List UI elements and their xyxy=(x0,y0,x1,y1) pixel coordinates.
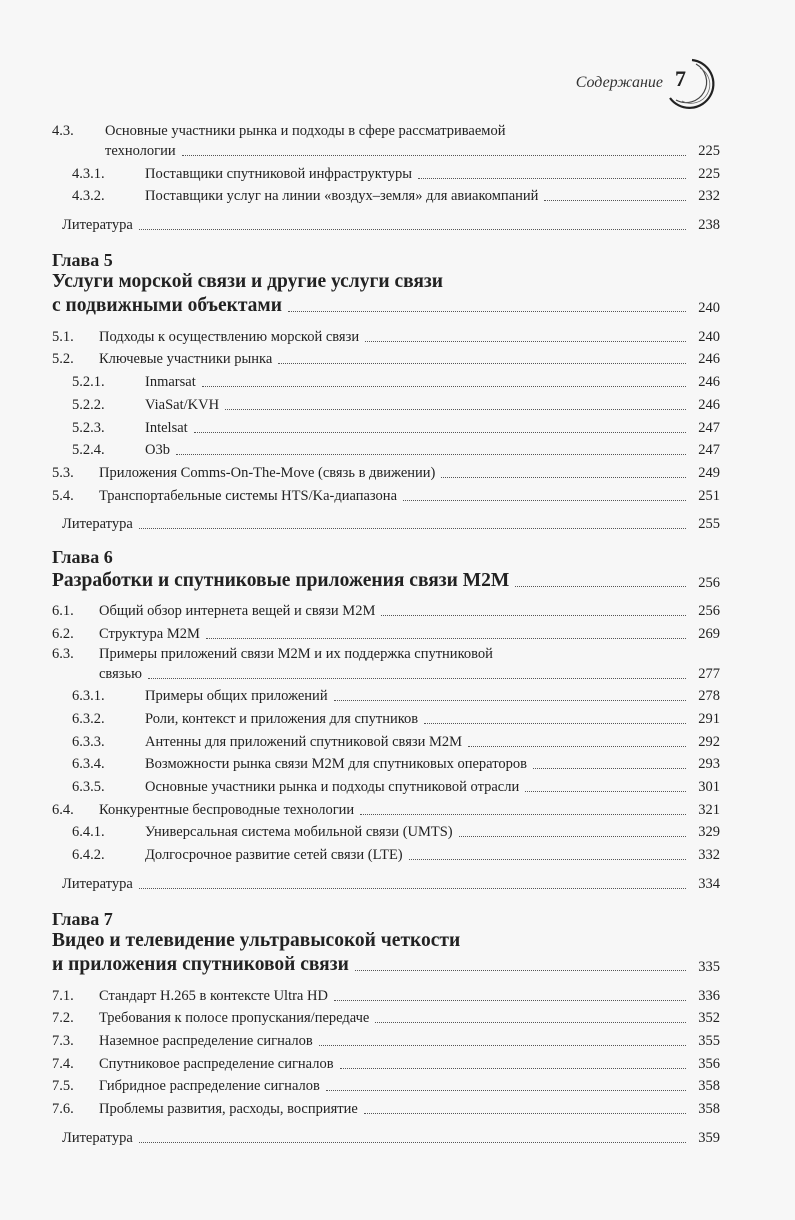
chapter-title: Услуги морской связи и другие услуги связи xyxy=(52,271,443,293)
leader-dots xyxy=(418,178,686,179)
leader-dots xyxy=(409,859,686,860)
leader-dots xyxy=(194,432,686,433)
toc-entry-title: Требования к полосе пропускания/передаче xyxy=(99,1010,370,1027)
toc-entry-literature[interactable] xyxy=(52,511,720,534)
running-header xyxy=(0,58,795,118)
toc-entry[interactable] xyxy=(52,1050,720,1073)
toc-entry[interactable] xyxy=(52,841,720,864)
toc-entry-continuation[interactable] xyxy=(52,663,720,683)
chapter-label: Глава 6 xyxy=(52,547,113,568)
toc-entry-title: Ключевые участники рынка xyxy=(99,351,273,368)
toc-entry-number: 6.3.2. xyxy=(72,711,105,727)
toc-entry-literature[interactable] xyxy=(52,1124,720,1147)
toc-entry-number: 5.1. xyxy=(52,328,74,345)
chapter-5-heading[interactable] xyxy=(52,250,720,317)
toc-entry[interactable] xyxy=(52,183,720,206)
leader-dots xyxy=(139,888,686,889)
toc-entry[interactable] xyxy=(52,437,720,460)
toc-entry-page: 246 xyxy=(698,396,720,413)
toc-entry[interactable] xyxy=(52,705,720,728)
toc-entry-page: 355 xyxy=(698,1032,720,1049)
toc-entry[interactable] xyxy=(52,728,720,751)
toc-entry[interactable] xyxy=(52,620,720,643)
toc-entry-page: 246 xyxy=(698,374,720,391)
toc-entry[interactable] xyxy=(52,796,720,819)
toc-entry-page: 292 xyxy=(698,733,720,750)
toc-entry-page: 247 xyxy=(698,419,720,436)
toc-entry-number: 7.3. xyxy=(52,1032,74,1049)
toc-entry-title: Конкурентные беспроводные технологии xyxy=(99,801,355,818)
toc-entry-title: Роли, контекст и приложения для спутников xyxy=(145,711,419,727)
toc-entry-page: 352 xyxy=(698,1010,720,1027)
toc-entry-number: 6.2. xyxy=(52,625,74,642)
toc-entry-title: Подходы к осуществлению морской связи xyxy=(99,328,360,345)
toc-entry[interactable] xyxy=(52,160,720,183)
leader-dots xyxy=(525,791,686,792)
leader-dots xyxy=(202,386,686,387)
toc-entry-number: 6.4. xyxy=(52,801,74,818)
toc-entry-page: 255 xyxy=(698,516,720,533)
toc-entry-number: 6.1. xyxy=(52,602,74,619)
toc-entry-page: 329 xyxy=(698,824,720,841)
toc-entry-page: 359 xyxy=(698,1129,720,1146)
toc-entry[interactable] xyxy=(52,982,720,1005)
toc-entry-page: 358 xyxy=(698,1100,720,1117)
leader-dots xyxy=(225,409,686,410)
toc-entry-title: Наземное распределение сигналов xyxy=(99,1032,313,1049)
toc-entry-title: Литература xyxy=(62,875,133,892)
toc-entry[interactable] xyxy=(52,1027,720,1050)
toc-entry-page: 251 xyxy=(698,487,720,504)
toc-entry-page: 269 xyxy=(698,625,720,642)
toc-entry-title: Транспортабельные системы HTS/Ka-диапазона xyxy=(99,487,398,504)
toc-entry-number: 7.5. xyxy=(52,1078,74,1095)
leader-dots xyxy=(326,1090,686,1091)
toc-entry[interactable] xyxy=(52,323,720,346)
toc-entry-title: Универсальная система мобильной связи (UMTS) xyxy=(145,824,453,841)
toc-entry-page: 256 xyxy=(698,602,720,619)
toc-entry-number: 5.2. xyxy=(52,351,74,368)
leader-dots xyxy=(441,477,686,478)
toc-entry-number: 7.2. xyxy=(52,1010,74,1027)
toc-entry[interactable] xyxy=(52,1005,720,1028)
toc-entry-title: Литература xyxy=(62,1129,133,1146)
leader-dots xyxy=(424,723,686,724)
toc-entry-page: 238 xyxy=(698,217,720,234)
toc-entry-number: 4.3.1. xyxy=(72,165,105,182)
chapter-6-heading[interactable] xyxy=(52,547,720,592)
running-header-title: Содержание xyxy=(575,74,663,91)
toc-entry-number: 6.4.1. xyxy=(72,824,105,841)
toc-entry-literature[interactable] xyxy=(52,211,720,234)
toc-entry-page: 249 xyxy=(698,464,720,481)
toc-entry-page: 278 xyxy=(698,688,720,705)
toc-entry[interactable] xyxy=(52,683,720,706)
toc-entry-page: 225 xyxy=(698,165,720,182)
toc-entry-number: 7.4. xyxy=(52,1055,74,1072)
toc-entry-title: Литература xyxy=(62,217,133,234)
leader-dots xyxy=(278,363,686,364)
toc-entry-page: 240 xyxy=(698,328,720,345)
leader-dots xyxy=(176,454,686,455)
toc-entry-number: 4.3.2. xyxy=(72,188,105,205)
chapter-title: Видео и телевидение ультравысокой четкости xyxy=(52,929,461,951)
leader-dots xyxy=(139,528,686,529)
toc-entry-number: 6.3. xyxy=(52,645,74,662)
page-number-ornament-icon xyxy=(660,54,720,114)
toc-entry-page: 225 xyxy=(698,143,720,159)
leader-dots xyxy=(206,638,686,639)
toc-entry-number: 6.3.4. xyxy=(72,756,105,773)
toc-entry-number: 6.3.1. xyxy=(72,688,105,705)
toc-entry-title: Общий обзор интернета вещей и связи M2M xyxy=(99,602,376,619)
toc-entry[interactable] xyxy=(52,368,720,391)
toc-entry[interactable] xyxy=(52,1073,720,1096)
toc-entry[interactable] xyxy=(52,391,720,414)
toc-entry[interactable] xyxy=(52,1095,720,1118)
leader-dots xyxy=(381,615,686,616)
toc-entry-title: Поставщики спутниковой инфраструктуры xyxy=(145,165,413,182)
toc-entry-literature[interactable] xyxy=(52,870,720,893)
toc-entry-number: 6.3.5. xyxy=(72,779,105,796)
toc-entry-page: 277 xyxy=(698,665,720,682)
leader-dots xyxy=(334,1000,686,1001)
toc-entry-number: 5.2.1. xyxy=(72,374,105,391)
toc-entry-title: O3b xyxy=(145,442,170,459)
chapter-title: с подвижными объектами xyxy=(52,295,282,317)
toc-entry-title: Примеры общих приложений xyxy=(145,688,328,705)
toc-entry-number: 4.3. xyxy=(52,123,74,139)
toc-entry-title: технологии xyxy=(105,143,176,159)
toc-entry[interactable] xyxy=(52,643,720,663)
toc-entry-page: 293 xyxy=(698,756,720,773)
toc-entry-page: 332 xyxy=(698,847,720,864)
toc-entry[interactable] xyxy=(52,120,720,140)
toc-entry-page: 356 xyxy=(698,1055,720,1072)
leader-dots xyxy=(182,155,686,156)
leader-dots xyxy=(148,678,686,679)
leader-dots xyxy=(544,200,686,201)
toc-entry-number: 7.1. xyxy=(52,987,74,1004)
leader-dots xyxy=(515,586,686,587)
toc-entry-number: 5.2.4. xyxy=(72,442,105,459)
leader-dots xyxy=(468,746,686,747)
toc-entry-number: 6.4.2. xyxy=(72,847,105,864)
toc-entry-title: Литература xyxy=(62,516,133,533)
toc-entry-number: 5.2.3. xyxy=(72,419,105,436)
leader-dots xyxy=(459,836,686,837)
toc-entry[interactable] xyxy=(52,819,720,842)
toc-entry-title: Проблемы развития, расходы, восприятие xyxy=(99,1100,358,1117)
page-number: 7 xyxy=(675,66,686,91)
leader-dots xyxy=(139,1142,686,1143)
toc-entry-title: Гибридное распределение сигналов xyxy=(99,1078,320,1095)
toc-entry-title: Основные участники рынка и подходы в сфере рассматриваемой xyxy=(105,123,506,139)
chapter-page: 240 xyxy=(698,300,720,317)
toc-entry-page: 291 xyxy=(698,711,720,727)
toc-entry-title: Возможности рынка связи M2M для спутниковых операторов xyxy=(145,756,527,773)
toc-entry-title: Inmarsat xyxy=(145,374,196,391)
chapter-page: 256 xyxy=(698,575,720,592)
toc-entry-title: Структура M2M xyxy=(99,625,200,642)
toc-entry[interactable] xyxy=(52,346,720,369)
leader-dots xyxy=(364,1113,686,1114)
toc-entry-page: 247 xyxy=(698,442,720,459)
leader-dots xyxy=(139,229,686,230)
toc-entry-title: Приложения Comms-On-The-Move (связь в движении) xyxy=(99,464,436,481)
toc-entry-title: связью xyxy=(99,665,142,682)
chapter-title: Разработки и спутниковые приложения связи M2M xyxy=(52,570,510,592)
leader-dots xyxy=(288,311,686,312)
toc-entry[interactable] xyxy=(52,459,720,482)
toc-entry-number: 6.3.3. xyxy=(72,733,105,750)
chapter-page: 335 xyxy=(698,958,720,975)
chapter-label: Глава 5 xyxy=(52,250,113,271)
leader-dots xyxy=(365,341,686,342)
toc-entry-page: 334 xyxy=(698,875,720,892)
toc-entry-title: Антенны для приложений спутниковой связи M2M xyxy=(145,733,463,750)
toc-entry-title: ViaSat/KVH xyxy=(145,396,220,413)
toc-entry[interactable] xyxy=(52,482,720,505)
leader-dots xyxy=(360,814,686,815)
toc-entry[interactable] xyxy=(52,414,720,437)
toc-entry-continuation[interactable] xyxy=(52,140,720,160)
chapter-7-heading[interactable] xyxy=(52,909,720,976)
leader-dots xyxy=(403,500,686,501)
toc-entry-title: Примеры приложений связи M2M и их поддержка спутниковой xyxy=(99,645,493,662)
toc-entry-page: 301 xyxy=(698,779,720,796)
leader-dots xyxy=(340,1068,686,1069)
toc-entry-title: Долгосрочное развитие сетей связи (LTE) xyxy=(145,847,403,864)
toc-entry-page: 358 xyxy=(698,1078,720,1095)
toc-entry-number: 5.3. xyxy=(52,464,74,481)
leader-dots xyxy=(334,700,686,701)
toc-entry[interactable] xyxy=(52,773,720,796)
chapter-label: Глава 7 xyxy=(52,908,113,929)
chapter-title: и приложения спутниковой связи xyxy=(52,953,349,975)
toc-entry-page: 232 xyxy=(698,188,720,205)
toc-entry-page: 321 xyxy=(698,801,720,818)
toc-entry-page: 336 xyxy=(698,987,720,1004)
leader-dots xyxy=(355,970,686,971)
toc-entry-title: Основные участники рынка и подходы спутниковой отрасли xyxy=(145,779,520,796)
leader-dots xyxy=(533,768,686,769)
toc-entry-title: Intelsat xyxy=(145,419,188,436)
leader-dots xyxy=(375,1022,686,1023)
leader-dots xyxy=(319,1045,686,1046)
toc-entry-page: 246 xyxy=(698,351,720,368)
toc-entry[interactable] xyxy=(52,751,720,774)
toc-entry[interactable] xyxy=(52,597,720,620)
toc-entry-title: Стандарт H.265 в контексте Ultra HD xyxy=(99,987,328,1004)
toc-entry-number: 5.2.2. xyxy=(72,396,105,413)
toc-entry-title: Спутниковое распределение сигналов xyxy=(99,1055,334,1072)
table-of-contents xyxy=(52,120,720,1147)
toc-entry-title: Поставщики услуг на линии «воздух–земля» для авиакомпаний xyxy=(145,188,539,205)
toc-entry-number: 7.6. xyxy=(52,1100,74,1117)
toc-entry-number: 5.4. xyxy=(52,487,74,504)
